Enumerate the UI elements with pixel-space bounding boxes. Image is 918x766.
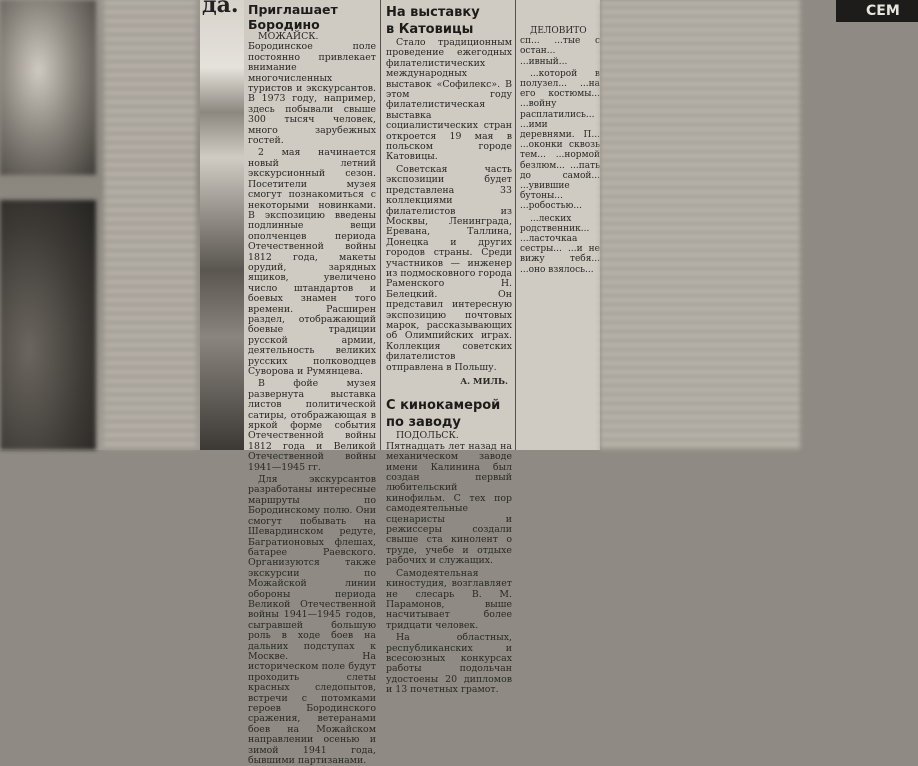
adjacent-blurred-page-left [0,0,200,450]
paragraph: На областных, республиканских и всесоюзных конкурсах работы подольчан удостоены 20 дипломов и 13 почетных грамот. [386,632,512,696]
blurred-photo [0,0,96,175]
article-title: Приглашает Бородино [248,2,338,32]
photo-strip [200,0,244,450]
column-rule [515,0,516,450]
column-rule [380,0,381,450]
newspaper-page [200,0,900,766]
paragraph: Советская часть экспозиции будет представлена 33 коллекциями филателистов из Москвы, Ленинграда, Еревана, Таллина, Донецка и других городов страны. Среди участников — инженер из подмосковного города Раменского Н. Белецкий. Он представил интересную экспозицию почтовых марок, рассказывающих об Олимпийских играх. Коллекция советских филателистов отправлена в Польшу. [386,163,512,373]
blurred-photo [0,200,96,450]
headline-fragment: да. [202,0,239,18]
column-three [518,0,900,450]
article-borodino [248,0,376,766]
article-title: На выставку в Катовицы [386,5,480,37]
paragraph: Для экскурсантов разработаны интересные маршруты по Бородинскому полю. Они смогут побывать на Шевардинском редуте, Багратионовых флешах, батарее Раевского. Организуются также экскурсии по Можайской линии обороны периода Великой Отечественной войны 1941—1945 годов, сыгравшей большую роль в ходе боев на дальних подступах к Москве. На историческом поле будут проходить слеты красных следопытов, встречи с потомками героев Бородинского сражения, ветеранами боев на Можайском направлении осенью и зимой 1941 года, бывшими партизанами. [248,474,376,766]
paragraph: 2 мая начинается новый летний экскурсионный сезон. Посетители музея смогут познакомиться с некоторыми новинками. В экспозицию введены подлинные вещи ополченцев периода Отечественной войны 1812 года, макеты орудий, зарядных ящиков, увеличено число штандартов и боевых знамен того времени. Расширен раздел, отображающий боевые традиции русской армии, деятельность великих русских полководцев Суворова и Румянцева. [248,147,376,377]
article-title: С кинокамерой по заводу [386,398,501,431]
paragraph: МОЖАЙСК. Бородинское поле постоянно привлекает внимание многочисленных туристов и экскурсантов. В 1973 году, например, здесь побывали свыше 300 тысяч человек, много зарубежных гостей. [248,31,376,147]
paragraph: Стало традиционным проведение ежегодных филателистических международных выставок «Софилекс». В этом году филателистическая выставка социалистических стран откроется 19 мая в польском городе Катовицы. [386,37,512,163]
paragraph: Самодеятельная киностудия, возглавляет не слесарь В. М. Парамонов, выше насчитывает более тридцати человек. [386,567,512,631]
column-two [386,0,512,696]
author-signature: А. МИЛЬ. [460,377,508,387]
paragraph: ПОДОЛЬСК. Пятнадцать лет назад на механическом заводе имени Калинина был создан первый любительский кинофильм. С тех пор самодеятельные сценаристы и режиссеры создали свыше ста кинолент о труде, учебе и отдыхе рабочих и служащих. [386,430,512,567]
adjacent-blurred-page-right [600,0,800,450]
paragraph: ...которой в полузел... ...на его костюмы... ...войну расплатились... ...ими деревнями. П... ...оконки сквозь тем... ...нормой безлюм... ...пать до самой... ...увившие бутоны... ...робостью... [520,68,600,212]
blurred-text-column [104,0,196,450]
section-banner: СЕМ [836,0,918,22]
paragraph: ...леских родственник... ...ласточкаа сестры... ...и не вижу тебя... ...оно взялось... [520,213,600,275]
paragraph: ДЕЛОВИТО сп... ...тые с остан... ...ивный... [520,26,600,67]
paragraph: В фойе музея развернута выставка листов политической сатиры, отображающая в яркой форме события Отечественной войны 1812 года и Великой Отечественной войны 1941—1945 гг. [248,378,376,473]
